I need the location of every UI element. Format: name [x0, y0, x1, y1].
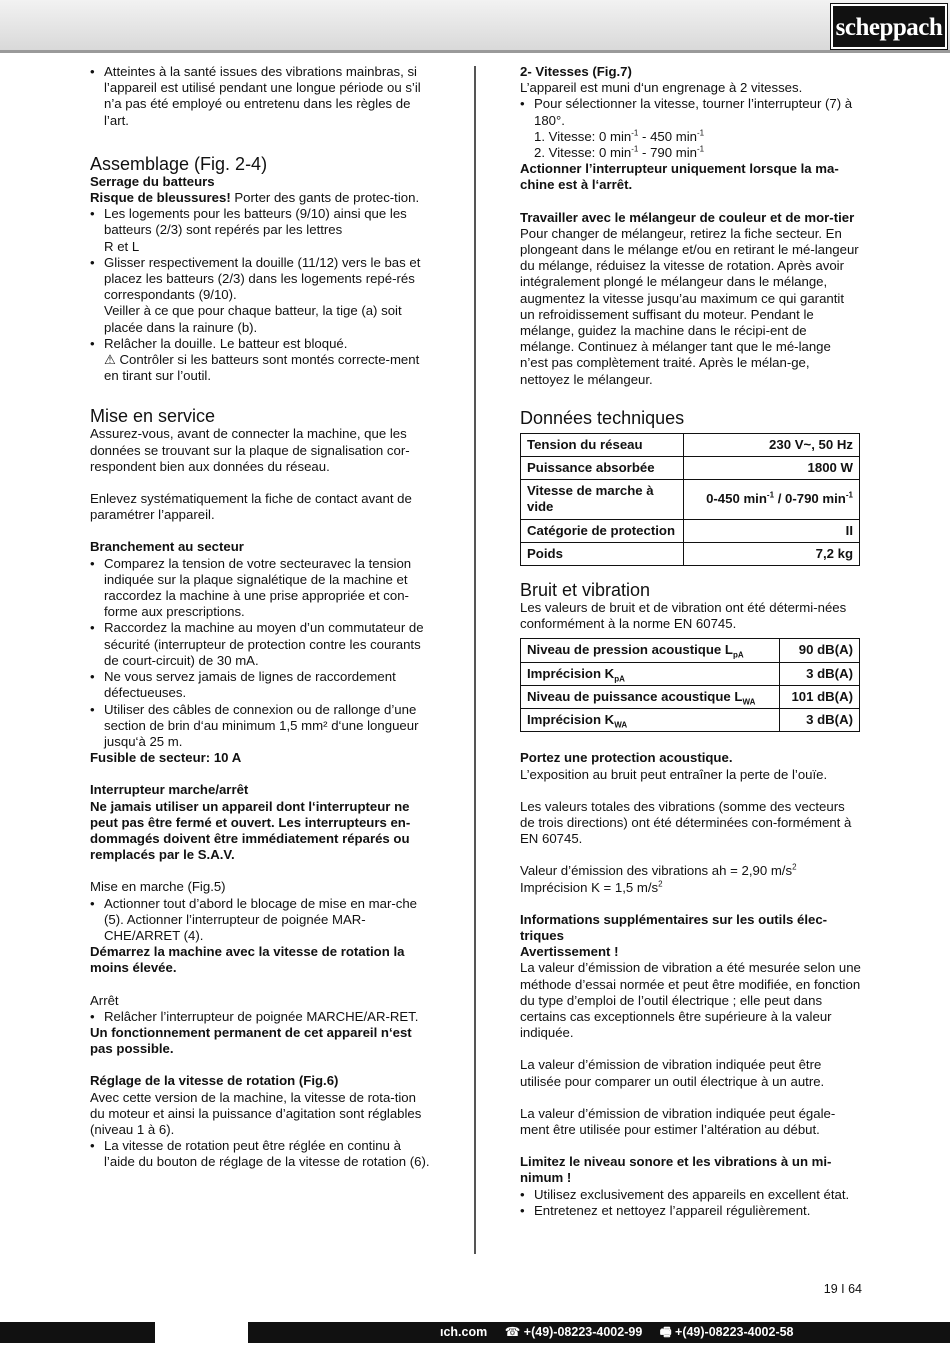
table-cell: Poids [521, 542, 684, 565]
section-title-mise-en-service: Mise en service [90, 406, 216, 427]
table-cell: 3 dB(A) [779, 709, 859, 732]
superscript: 2 [658, 879, 663, 889]
subtitle-reglage: Réglage de la vitesse de rotation (Fig.6) [90, 1073, 339, 1089]
paragraph: L’exposition au bruit peut entraîner la perte de l’ouïe. [520, 766, 828, 782]
list-item: • Raccordez la machine au moyen d’un commutateur de sécurité (interrupteur de protection contre les courants de court-circuit) de 30 mA. [90, 620, 430, 669]
superscript: -1 [766, 490, 775, 500]
list-item: • Ne vous servez jamais de lignes de raccordement défectueuses. [90, 669, 430, 701]
table-row [521, 709, 860, 732]
list-item: • Utilisez exclusivement des appareils en excellent état. [520, 1187, 862, 1203]
list-item: • Utiliser des câbles de connexion ou de rallonge d’une section de brin d‘au minimum 1,5 mm² d‘une longueur jusqu‘à 25 m. [90, 702, 430, 751]
vibration-value [520, 863, 862, 879]
list-item: • La vitesse de rotation peut être réglée en continu à l’aide du bouton de réglage de la vitesse de rotation (6). [90, 1138, 430, 1170]
paragraph: La valeur d’émission de vibration indiquée peut être utilisée pour comparer un outil électrique à un autre. [520, 1057, 825, 1089]
superscript: -1 [697, 144, 705, 154]
intro-list [90, 64, 430, 129]
list-item [90, 206, 430, 255]
table-cell: Vitesse de marche à vide [521, 480, 684, 519]
branchement-list [90, 556, 430, 750]
reglage-list [90, 1138, 430, 1170]
table-cell [521, 662, 780, 685]
vibration-uncertainty [520, 880, 862, 896]
list-item-text: Relâcher la douille. Le batteur est bloqué. [104, 335, 348, 351]
table-row [521, 662, 860, 685]
interrupteur-warning: Ne jamais utiliser un appareil dont l‘interrupteur ne peut pas être fermé et ouvert. Les interrupteurs en-dommagés doivent être immédiatement réparés ou remplacés par le S.A.V. [90, 798, 411, 863]
table-row [521, 542, 860, 565]
list-item: • Actionner tout d’abord le blocage de mise en mar-che (5). Actionner l’interrupteur de poignée MAR-CHE/ARRET (4). [90, 896, 430, 945]
table-row [521, 685, 860, 708]
subscript: WA [614, 720, 628, 730]
table-row [521, 457, 860, 480]
table-cell: 1800 W [684, 457, 860, 480]
cell-text: Niveau de pression acoustique L [527, 642, 733, 658]
subtitle-mise-en-marche: Mise en marche (Fig.5) [90, 879, 226, 895]
speed-2 [520, 145, 862, 161]
footer-phone: ☎ +(49)-08223-4002-99 [504, 1325, 643, 1339]
cell-text: / 0-790 min [774, 491, 846, 507]
paragraph: L’appareil est muni d‘un engrenage à 2 vitesses. [520, 80, 803, 96]
value-text: Imprécision K = 1,5 m/s [520, 879, 659, 895]
subtitle-branchement: Branchement au secteur [90, 539, 244, 555]
paragraph: Enlevez systématiquement la fiche de contact avant de paramétrer l’appareil. [90, 491, 412, 523]
subtitle-serrage: Serrage du batteurs [90, 173, 215, 189]
section-title-donnees: Données techniques [520, 407, 685, 428]
list-item [90, 336, 430, 385]
speed-text: - 450 min [638, 128, 698, 144]
cell-text: 0-450 min [706, 491, 767, 507]
table-cell: 7,2 kg [684, 542, 860, 565]
paragraph: Pour changer de mélangeur, retirez la fiche secteur. En plongeant dans le mélange et/ou en retirant le mé-langeur du mélange, réduisez la vitesse de rotation. Après avoir intégralement plongé le mélangeur dans le mélange, augmentez la vitesse jusqu’au maximum ce qui garantit un refroidissement suffisant du moteur. Pendant le mélange, guidez la machine dans le récipi-ent de mélange. Continuez à mélanger tant que le mé-lange n’est pas complètement traité. Après le mélan-ge, nettoyez le mélangeur. [520, 225, 859, 387]
list-item: • Relâcher l’interrupteur de poignée MARCHE/AR-RET. [90, 1009, 430, 1025]
subtitle-interrupteur: Interrupteur marche/arrêt [90, 782, 249, 798]
noise-table [520, 638, 860, 732]
list-item-text: R et L [104, 238, 140, 254]
risk-paragraph [90, 190, 430, 206]
list-item: • Comparez la tension de votre secteuravec la tension indiquée sur la plaque signalétique de la machine et raccordez la machine à une prise appropriée et con-forme aux prescriptions. [90, 556, 430, 621]
list-item: • Atteintes à la santé issues des vibrations mainbras, si l’appareil est utilisé pendant une longue période ou s’il n’a pas été employé ou entretenu dans les règles de l’art. [90, 64, 430, 129]
cell-text: Imprécision K [527, 665, 615, 681]
page-number: 19 I 64 [823, 1282, 862, 1296]
risk-text: Porter des gants de protec-tion. [230, 190, 420, 206]
superscript: -1 [631, 128, 639, 138]
left-column [90, 64, 430, 1171]
top-bar [0, 0, 950, 53]
subtitle-vitesses: 2- Vitesses (Fig.7) [520, 64, 632, 79]
cell-text: Niveau de puissance acoustique L [527, 688, 743, 704]
speed-text: - 790 min [638, 145, 698, 161]
list-item: • Entretenez et nettoyez l’appareil régulièrement. [520, 1203, 862, 1219]
subtitle-limitez: Limitez le niveau sonore et les vibrations à un mi-nimum ! [520, 1154, 832, 1186]
marche-note: Démarrez la machine avec la vitesse de rotation la moins élevée. [90, 944, 405, 976]
table-cell: Catégorie de protection [521, 519, 684, 542]
speed-1 [520, 129, 862, 145]
table-cell: 101 dB(A) [779, 685, 859, 708]
table-row [521, 519, 860, 542]
table-cell: Puissance absorbée [521, 457, 684, 480]
table-cell [684, 480, 860, 519]
subtitle-informations: Informations supplémentaires sur les outils élec-triques [520, 911, 828, 943]
list-item: • Pour sélectionner la vitesse, tourner l’interrupteur (7) à 180°. [520, 96, 862, 128]
table-row [521, 480, 860, 519]
tech-data-table [520, 433, 860, 566]
footer-contact [440, 1322, 808, 1343]
vitesses-note: Actionner l’interrupteur uniquement lorsque la ma-chine est à l‘arrêt. [520, 161, 839, 193]
list-item-text: Glisser respectivement la douille (11/12) vers le bas et placez les batteurs (2/3) dans les logements repé-rés correspondants (9/10). [104, 254, 421, 303]
paragraph: Avec cette version de la machine, la vitesse de rota-tion du moteur et ainsi la puissance d’agitation sont réglables (niveau 1 à 6). [90, 1089, 422, 1137]
subscript: WA [742, 697, 756, 707]
vitesses-list [520, 96, 862, 128]
arret-list [90, 1009, 430, 1025]
footer-website[interactable]: ıch.com [440, 1325, 488, 1339]
paragraph: Les valeurs de bruit et de vibration ont été détermi-nées conformément à la norme EN 60745. [520, 600, 847, 632]
paragraph: La valeur d’émission de vibration a été mesurée selon une méthode d’essai normée et peut être modifiée, en fonction du type d’emploi de l’outil électrique ; elle peut dans certains cas exceptionnels être supérieure à la valeur indiquée. [520, 960, 861, 1041]
subtitle-arret: Arrêt [90, 992, 119, 1008]
warning-text: ⚠ Contrôler si les batteurs sont montés correcte-ment en tirant sur l’outil. [104, 352, 420, 384]
table-cell [521, 709, 780, 732]
section-title-assemblage: Assemblage (Fig. 2-4) [90, 153, 268, 174]
speed-text: 1. Vitesse: 0 min [534, 128, 632, 144]
superscript: -1 [697, 128, 705, 138]
cell-text: Imprécision K [527, 712, 615, 728]
table-cell: 230 V~, 50 Hz [684, 433, 860, 456]
superscript: -1 [631, 144, 639, 154]
protection-note: Portez une protection acoustique. [520, 750, 733, 766]
marche-list [90, 896, 430, 945]
table-cell: Tension du réseau [521, 433, 684, 456]
right-column [520, 64, 862, 1219]
table-row [521, 639, 860, 662]
section-title-bruit: Bruit et vibration [520, 580, 651, 601]
paragraph: Assurez-vous, avant de connecter la machine, que les données se trouvant sur la plaque de signalisation cor-respondent bien aux données du réseau. [90, 426, 410, 474]
column-divider [474, 66, 476, 1254]
footer-gap [155, 1322, 248, 1343]
list-item-text: Les logements pour les batteurs (9/10) ainsi que les batteurs (2/3) sont repérés par les lettres [104, 206, 407, 238]
superscript: 2 [792, 862, 797, 872]
limit-list [520, 1187, 862, 1219]
table-cell [521, 685, 780, 708]
subtitle-travailler: Travailler avec le mélangeur de couleur et de mor-tier [520, 209, 855, 225]
paragraph: La valeur d’émission de vibration indiquée peut égale-ment être utilisée pour estimer l’altération au début. [520, 1105, 836, 1137]
table-cell [521, 639, 780, 662]
risk-label: Risque de bleussures! [90, 190, 231, 206]
value-text: Valeur d’émission des vibrations ah = 2,90 m/s [520, 863, 793, 879]
paragraph: Les valeurs totales des vibrations (somme des vecteurs de trois directions) ont été déterminées con-formément à EN 60745. [520, 798, 852, 847]
subscript: pA [614, 674, 625, 684]
brand-logo: scheppach [831, 4, 947, 49]
arret-note: Un fonctionnement permanent de cet appareil n‘est pas possible. [90, 1024, 412, 1057]
table-cell: 3 dB(A) [779, 662, 859, 685]
superscript: -1 [845, 490, 853, 500]
assemblage-list [90, 206, 430, 384]
table-row [521, 433, 860, 456]
table-cell: II [684, 519, 860, 542]
fusible-text: Fusible de secteur: 10 A [90, 750, 242, 766]
speed-text: 2. Vitesse: 0 min [534, 145, 632, 161]
list-item [90, 255, 430, 336]
list-item-text: Veiller à ce que pour chaque batteur, la tige (a) soit placée dans la rainure (b). [104, 303, 402, 335]
table-cell: 90 dB(A) [779, 639, 859, 662]
footer-fax: 🖷 +(49)-08223-4002-58 [659, 1325, 794, 1339]
subscript: pA [732, 651, 744, 661]
subtitle-avertissement: Avertissement ! [520, 944, 619, 960]
